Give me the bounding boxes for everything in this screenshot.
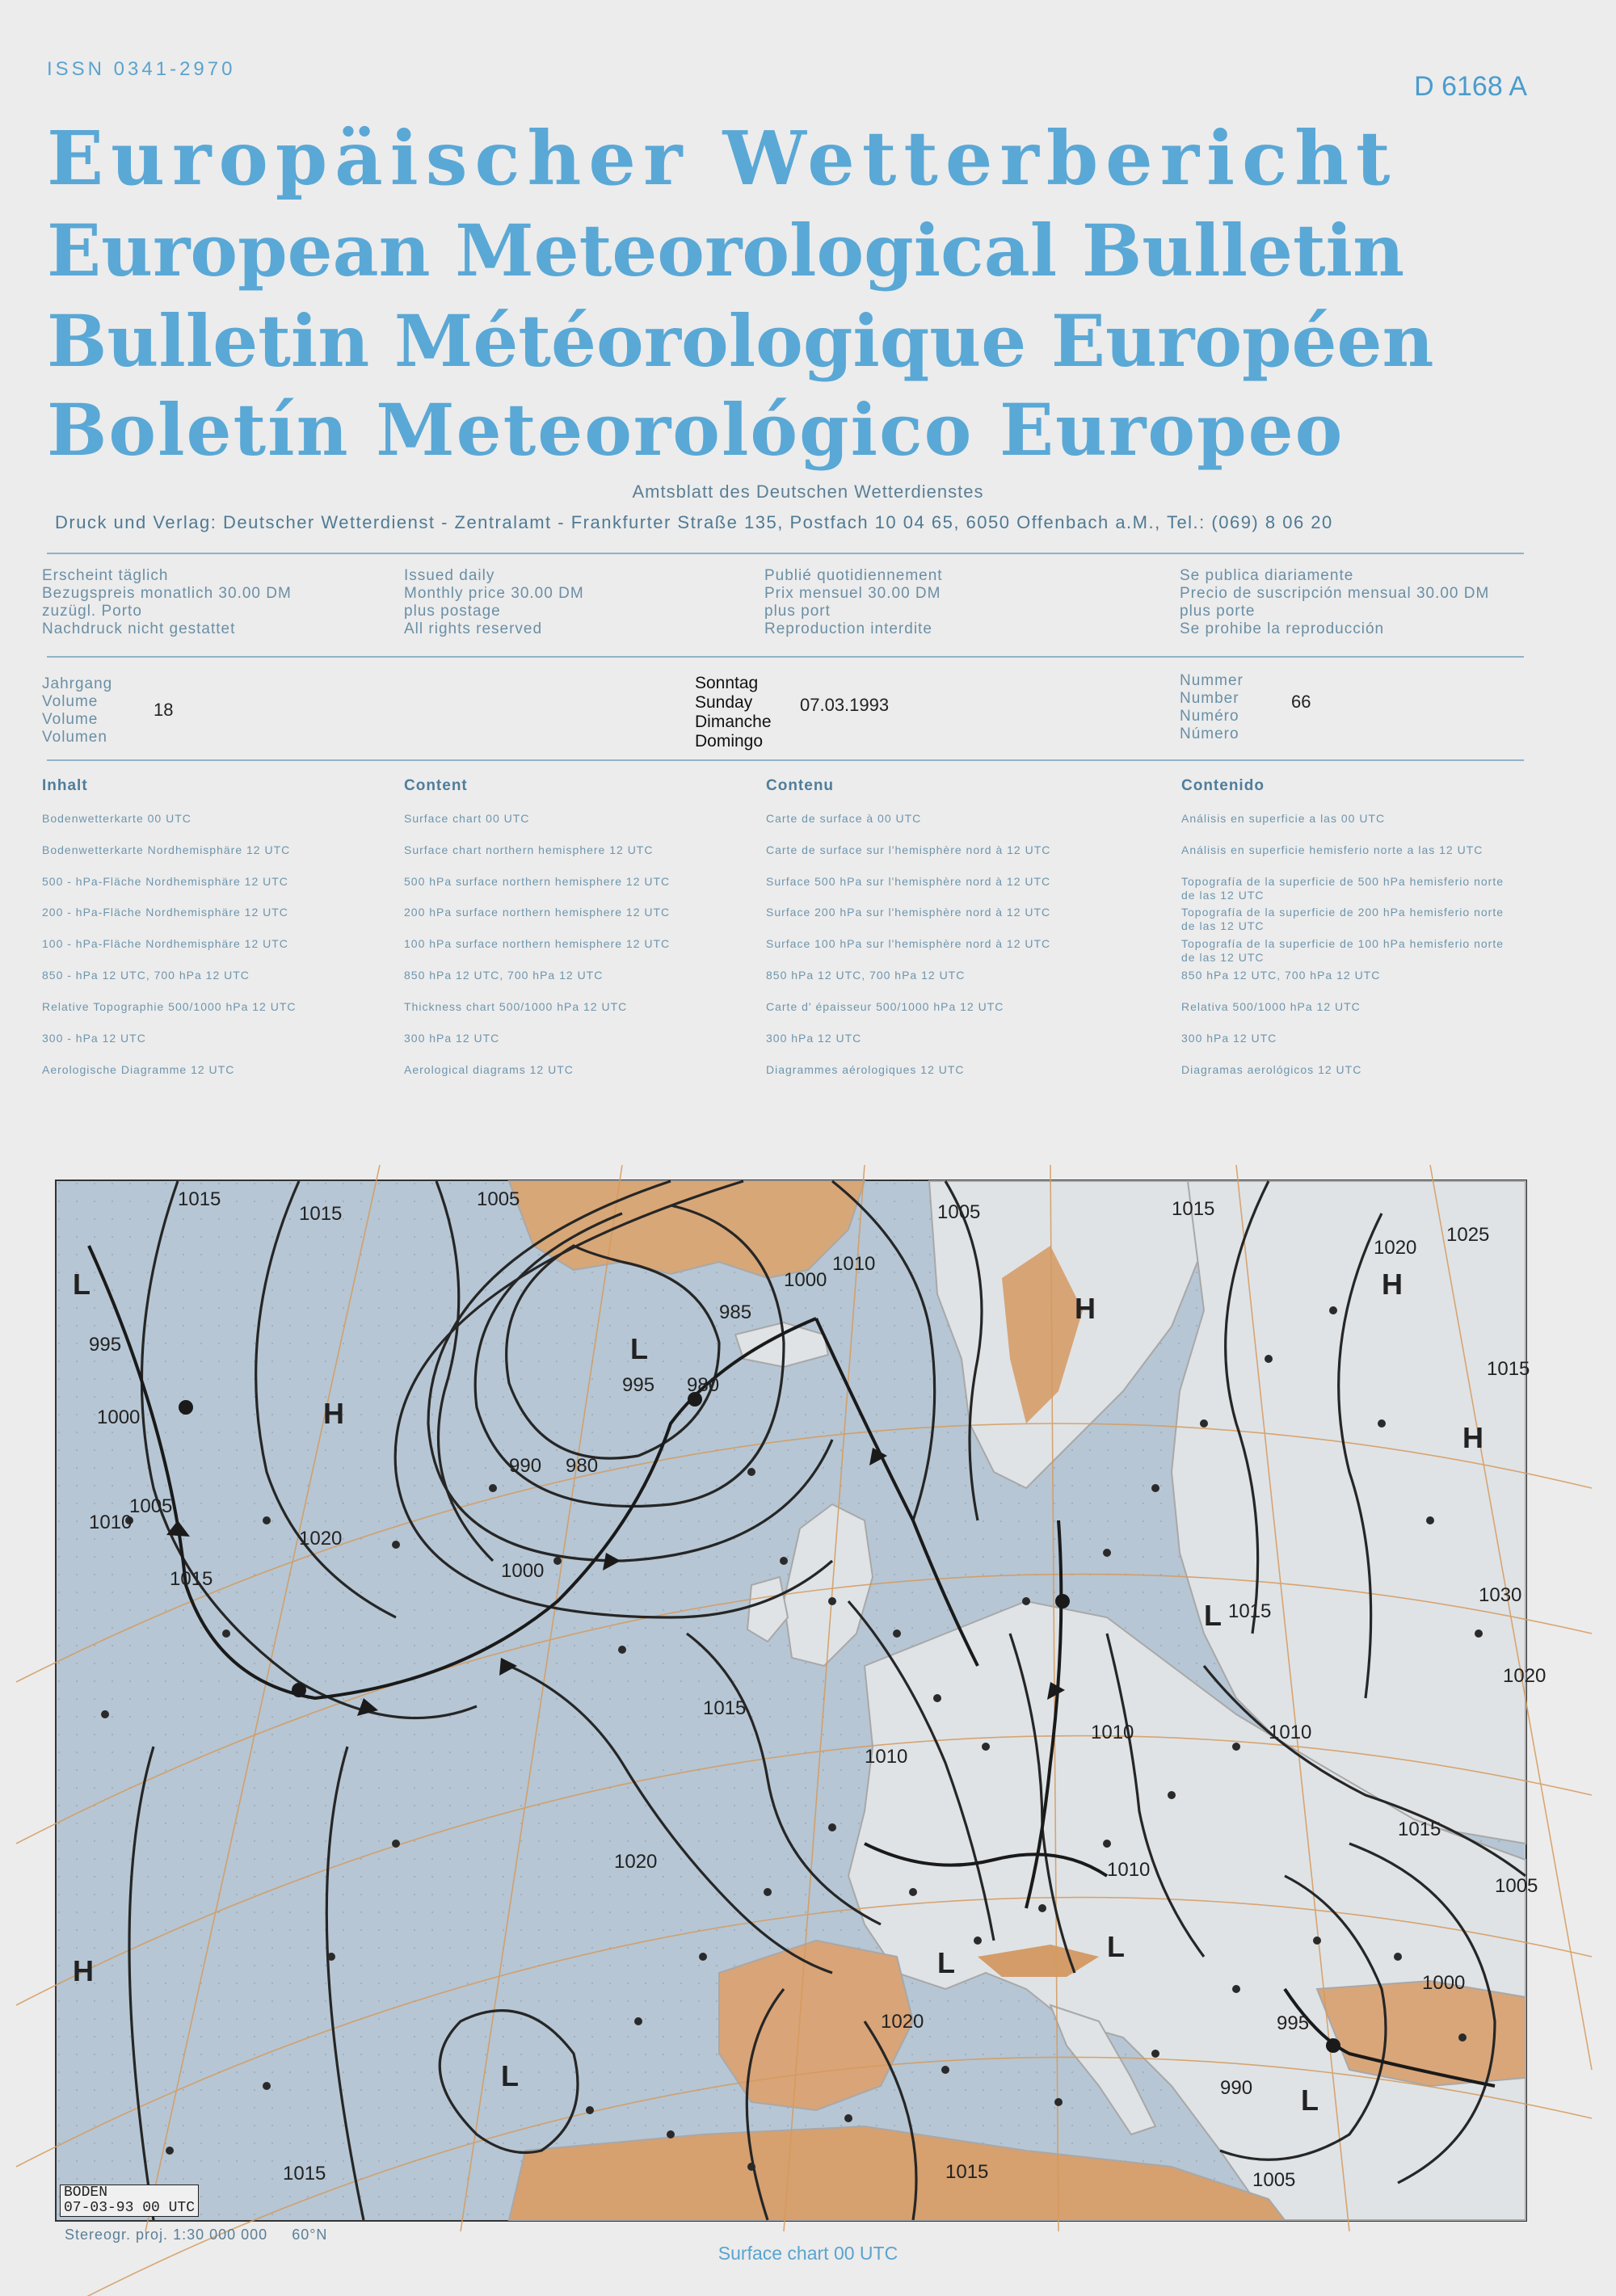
- divider: [47, 656, 1524, 658]
- isobar-label: 1015: [1487, 1358, 1530, 1380]
- contents-item-es: Análisis en superficie a las 00 UTC: [1181, 812, 1386, 825]
- contents-item-en: 100 hPa surface northern hemisphere 12 UTC: [404, 937, 671, 950]
- contents-item-en: Surface chart 00 UTC: [404, 812, 530, 825]
- contents-item-es: 850 hPa 12 UTC, 700 hPa 12 UTC: [1181, 969, 1381, 982]
- isobar-label: 980: [566, 1455, 599, 1477]
- contents-heading-de: Inhalt: [42, 777, 88, 794]
- isobar-label: 1020: [1503, 1665, 1547, 1687]
- contents-item-en: Aerological diagrams 12 UTC: [404, 1063, 574, 1076]
- contents-item-fr: Carte de surface à 00 UTC: [766, 812, 922, 825]
- contents-item-en: 500 hPa surface northern hemisphere 12 UTC: [404, 875, 671, 888]
- contents-heading-fr: Contenu: [766, 777, 835, 794]
- high-pressure-label: H: [1462, 1421, 1483, 1454]
- isobar-label: 990: [509, 1455, 542, 1477]
- low-pressure-label: L: [1107, 1930, 1125, 1963]
- low-pressure-label: L: [73, 1268, 90, 1301]
- contents-item-es: Topografía de la superficie de 500 hPa hemisferio norte de las 12 UTC: [1181, 875, 1504, 902]
- high-pressure-label: H: [1382, 1268, 1403, 1301]
- contents-item-es: Análisis en superficie hemisferio norte a las 12 UTC: [1181, 843, 1483, 856]
- publication-info-fr: Publié quotidiennement Prix mensuel 30.00 DM plus port Reproduction interdite: [764, 567, 943, 637]
- contents-item-fr: Carte d' épaisseur 500/1000 hPa 12 UTC: [766, 1000, 1004, 1013]
- contents-item-es: Relativa 500/1000 hPa 12 UTC: [1181, 1000, 1361, 1013]
- issue-number: 66: [1291, 692, 1311, 712]
- contents-item-es: Topografía de la superficie de 100 hPa hemisferio norte de las 12 UTC: [1181, 937, 1504, 964]
- high-pressure-label: H: [73, 1954, 94, 1987]
- contents-item-de: 300 - hPa 12 UTC: [42, 1032, 146, 1045]
- greenland-land: [509, 1181, 865, 1278]
- contents-item-de: Aerologische Diagramme 12 UTC: [42, 1063, 235, 1076]
- isobar-label: 1005: [937, 1201, 981, 1223]
- high-pressure-label: H: [1075, 1292, 1096, 1325]
- contents-heading-en: Content: [404, 777, 468, 794]
- map-caption: Surface chart 00 UTC: [718, 2243, 898, 2264]
- low-pressure-label: L: [630, 1332, 648, 1365]
- contents-item-de: 850 - hPa 12 UTC, 700 hPa 12 UTC: [42, 969, 250, 982]
- title-spanish: Boletín Meteorológico Europeo: [47, 388, 1345, 472]
- title-german: Europäischer Wetterbericht: [47, 115, 1398, 202]
- isobar-label: 1025: [1446, 1224, 1490, 1246]
- contents-item-es: Topografía de la superficie de 200 hPa hemisferio norte de las 12 UTC: [1181, 906, 1504, 932]
- isobar-label: 1020: [299, 1528, 343, 1550]
- isobar-label: 1015: [299, 1203, 343, 1225]
- amtsblatt-line: Amtsblatt des Deutschen Wetterdienstes: [632, 481, 984, 502]
- contents-item-es: 300 hPa 12 UTC: [1181, 1032, 1277, 1045]
- low-pressure-label: L: [937, 1946, 955, 1979]
- isobar-label: 1005: [1495, 1875, 1538, 1897]
- isobar-label: 1015: [283, 2163, 326, 2185]
- contents-item-en: Surface chart northern hemisphere 12 UTC: [404, 843, 654, 856]
- volume-labels: Jahrgang Volume Volume Volumen: [42, 675, 113, 746]
- isobar-label: 1010: [865, 1746, 908, 1768]
- publication-info-en: Issued daily Monthly price 30.00 DM plus postage All rights reserved: [404, 567, 584, 637]
- isobar-label: 1030: [1479, 1584, 1522, 1606]
- isobar-label: 1015: [703, 1697, 747, 1719]
- isobar-label: 1015: [1228, 1600, 1272, 1622]
- surface-weather-map: [55, 1180, 1547, 2222]
- isobar-label: 1000: [97, 1407, 141, 1428]
- low-pressure-label: L: [1204, 1599, 1222, 1632]
- contents-item-de: Relative Topographie 500/1000 hPa 12 UTC: [42, 1000, 297, 1013]
- isobar-label: 1020: [614, 1851, 658, 1873]
- isobar-label: 1010: [89, 1512, 133, 1533]
- isobar-label: 1005: [129, 1495, 173, 1517]
- title-french: Bulletin Météorologique Européen: [47, 299, 1434, 383]
- publication-code: D 6168 A: [1414, 71, 1527, 102]
- isobar-label: 1000: [1422, 1972, 1466, 1994]
- contents-item-de: 500 - hPa-Fläche Nordhemisphäre 12 UTC: [42, 875, 288, 888]
- isobar-label: 1005: [477, 1188, 520, 1210]
- isobar-label: 1015: [170, 1568, 213, 1590]
- contents-item-en: 200 hPa surface northern hemisphere 12 UTC: [404, 906, 671, 919]
- contents-item-fr: Surface 500 hPa sur l'hemisphère nord à 12 UTC: [766, 875, 1051, 888]
- isobar-label: 1010: [1269, 1722, 1312, 1743]
- contents-item-en: 850 hPa 12 UTC, 700 hPa 12 UTC: [404, 969, 604, 982]
- title-english: European Meteorological Bulletin: [47, 208, 1405, 292]
- contents-item-de: Bodenwetterkarte 00 UTC: [42, 812, 191, 825]
- isobar-label: 990: [1220, 2077, 1253, 2099]
- contents-heading-es: Contenido: [1181, 777, 1265, 794]
- issue-date: 07.03.1993: [800, 695, 890, 715]
- contents-item-es: Diagramas aerológicos 12 UTC: [1181, 1063, 1362, 1076]
- contents-item-en: Thickness chart 500/1000 hPa 12 UTC: [404, 1000, 628, 1013]
- contents-item-fr: Diagrammes aérologiques 12 UTC: [766, 1063, 965, 1076]
- contents-item-fr: Carte de surface sur l'hemisphère nord à 12 UTC: [766, 843, 1051, 856]
- isobar-label: 1015: [1172, 1198, 1215, 1220]
- high-pressure-label: H: [323, 1397, 344, 1430]
- publication-info-de: Erscheint täglich Bezugspreis monatlich 30.00 DM zuzügl. Porto Nachdruck nicht gestattet: [42, 567, 292, 637]
- divider: [47, 553, 1524, 554]
- divider: [47, 759, 1524, 761]
- isobar-label: 980: [687, 1374, 720, 1396]
- projection-note: Stereogr. proj. 1:30 000 000 60°N: [65, 2227, 328, 2243]
- isobar-label: 1020: [881, 2011, 924, 2033]
- isobar-label: 1010: [1107, 1859, 1151, 1881]
- low-pressure-label: L: [1301, 2084, 1319, 2117]
- low-pressure-label: L: [501, 2059, 519, 2092]
- weekday-labels: Sonntag Sunday Dimanche Domingo: [695, 674, 772, 751]
- publication-info-es: Se publica diariamente Precio de suscripción mensual 30.00 DM plus porte Se prohibe la reproducción: [1180, 567, 1490, 637]
- isobar-label: 1010: [1091, 1722, 1134, 1743]
- contents-item-fr: Surface 100 hPa sur l'hemisphère nord à 12 UTC: [766, 937, 1051, 950]
- number-labels: Nummer Number Numéro Número: [1180, 672, 1244, 742]
- contents-item-fr: Surface 200 hPa sur l'hemisphère nord à 12 UTC: [766, 906, 1051, 919]
- chart-stamp: BODEN 07-03-93 00 UTC: [60, 2185, 199, 2217]
- contents-item-de: 100 - hPa-Fläche Nordhemisphäre 12 UTC: [42, 937, 288, 950]
- isobar-label: 995: [1277, 2012, 1310, 2034]
- isobar-label: 995: [89, 1334, 122, 1356]
- isobar-label: 995: [622, 1374, 655, 1396]
- contents-item-fr: 850 hPa 12 UTC, 700 hPa 12 UTC: [766, 969, 966, 982]
- isobar-label: 1005: [1252, 2169, 1296, 2191]
- publisher-line: Druck und Verlag: Deutscher Wetterdienst - Zentralamt - Frankfurter Straße 135, Postfach 10 04 65, 6050 Offenbach a.M., Tel.: (069) 8 06 20: [55, 512, 1333, 532]
- weather-map-graphic: [57, 1181, 1547, 2220]
- contents-item-fr: 300 hPa 12 UTC: [766, 1032, 862, 1045]
- isobar-label: 1015: [945, 2161, 989, 2183]
- contents-item-de: Bodenwetterkarte Nordhemisphäre 12 UTC: [42, 843, 291, 856]
- isobar-label: 985: [719, 1301, 752, 1323]
- isobar-label: 1000: [784, 1269, 827, 1291]
- contents-item-en: 300 hPa 12 UTC: [404, 1032, 500, 1045]
- isobar-label: 1010: [832, 1253, 876, 1275]
- contents-item-de: 200 - hPa-Fläche Nordhemisphäre 12 UTC: [42, 906, 288, 919]
- volume-number: 18: [154, 700, 174, 720]
- isobar-label: 1000: [501, 1560, 545, 1582]
- issn-number: ISSN 0341-2970: [47, 58, 236, 80]
- isobar-label: 1020: [1374, 1237, 1417, 1259]
- isobar-label: 1015: [178, 1188, 221, 1210]
- isobar-label: 1015: [1398, 1819, 1441, 1840]
